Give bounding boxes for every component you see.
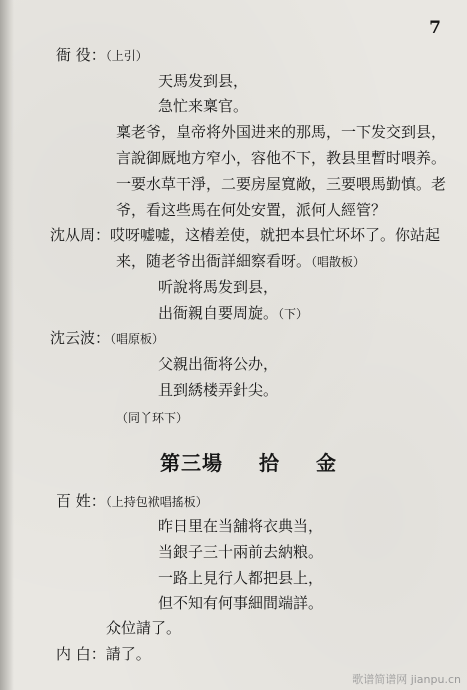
stage-direction: （唱原板） — [110, 332, 165, 346]
script-line-6 — [116, 175, 446, 193]
stage-direction: （唱散板） — [311, 255, 366, 269]
script-line-5 — [116, 149, 446, 167]
script-line-19 — [158, 569, 323, 587]
watermark: 歌谱简谱网 jianpu.cn — [352, 673, 461, 686]
speaker-label: 内 白： — [56, 645, 106, 663]
dialogue-text: 稟老爷，皇帝将外国进来的那馬，一下发交到县， — [116, 123, 447, 141]
script-line-4 — [116, 123, 446, 141]
script-line-16 — [56, 492, 208, 511]
script-line-14 — [158, 381, 278, 399]
scene-name-part2: 金 — [316, 451, 337, 475]
scene-title — [160, 447, 337, 476]
speaker-label: 沈云波： — [50, 329, 111, 347]
script-line-22 — [56, 645, 151, 663]
dialogue-text: 来，随老爷出衙詳細察看呀。 — [116, 252, 312, 270]
script-line-10 — [158, 278, 278, 296]
script-line-20 — [158, 594, 323, 612]
dialogue-text: 請了。 — [105, 645, 151, 663]
script-line-7 — [116, 201, 386, 219]
dialogue-text: 言說御厩地方窄小，容他不下，教县里暫时喂养。 — [116, 149, 447, 167]
lyric-text: 一路上見行人都把县上， — [158, 569, 324, 587]
scene-number: 第三場 — [160, 451, 223, 475]
script-line-1 — [56, 46, 148, 65]
dialogue-text: 众位請了。 — [106, 619, 182, 637]
script-line-17 — [158, 517, 323, 535]
lyric-text: 急忙来稟官。 — [158, 97, 249, 115]
script-line-18 — [158, 543, 323, 561]
lyric-text: 父親出衙将公办， — [158, 355, 279, 373]
speaker-label: 百 姓： — [56, 492, 106, 510]
dialogue-text: 一要水草干淨，二要房屋寬敞，三要喂馬勤慎。老 — [116, 175, 447, 193]
script-line-8 — [50, 226, 440, 244]
page-number: 7 — [429, 18, 441, 38]
lyric-text: 当銀子三十兩前去納粮。 — [158, 543, 324, 561]
stage-direction: （同丫环下） — [116, 411, 189, 425]
lyric-text: 天馬发到县， — [158, 72, 249, 90]
dialogue-text: 爷，看这些馬在何处安置，派何人經管？ — [116, 201, 387, 219]
speaker-label: 沈从周： — [50, 226, 111, 244]
script-line-13 — [158, 355, 278, 373]
lyric-text: 昨日里在当舖将衣典当， — [158, 517, 324, 535]
script-line-15 — [116, 408, 188, 427]
script-line-2 — [158, 72, 248, 90]
stage-direction: （下） — [278, 307, 309, 321]
stage-direction: （上引） — [105, 49, 148, 63]
lyric-text: 出衙親自要周旋。 — [158, 304, 279, 322]
dialogue-text: 哎呀嘘嘘，这樁差使，就把本县忙坏坏了。你站起 — [110, 226, 441, 244]
script-line-21 — [106, 619, 181, 637]
script-line-9 — [116, 252, 365, 271]
script-line-11 — [158, 304, 308, 323]
lyric-text: 且到綉楼弄針尖。 — [158, 381, 279, 399]
script-line-12 — [50, 329, 164, 348]
script-line-3 — [158, 97, 248, 115]
scene-name-part1: 拾 — [259, 451, 280, 475]
speaker-label: 衙 役： — [56, 46, 106, 64]
lyric-text: 但不知有何事細間端詳。 — [158, 594, 324, 612]
stage-direction: （上持包袱唱搖板） — [105, 495, 208, 509]
lyric-text: 听說将馬发到县， — [158, 278, 279, 296]
book-spine-shadow — [0, 0, 14, 690]
